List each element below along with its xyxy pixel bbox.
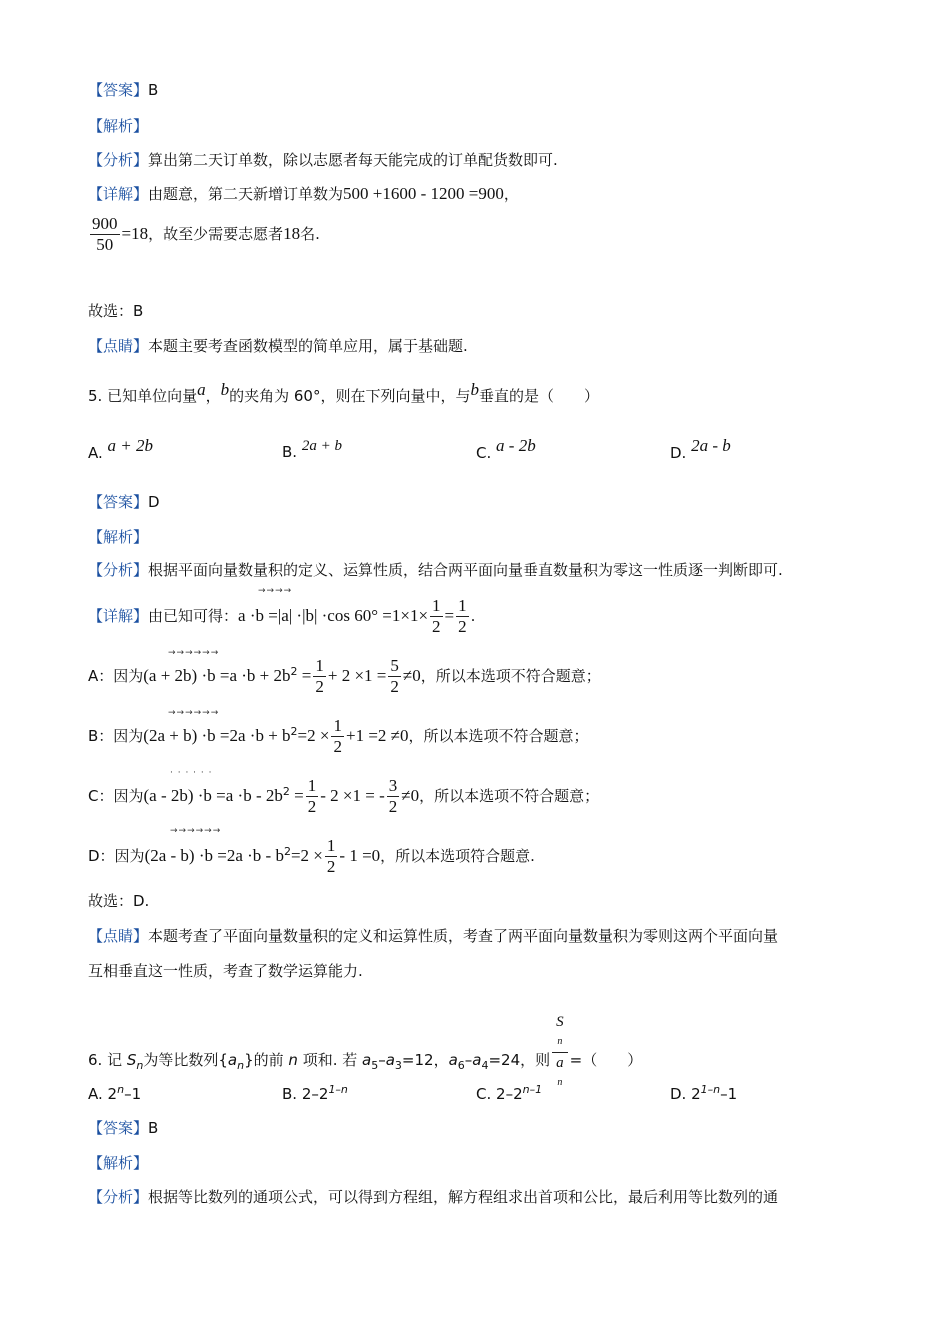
q5-option-a bbox=[88, 436, 154, 462]
stem-a: 5. 已知单位向量 bbox=[88, 387, 198, 405]
square: 2 bbox=[282, 785, 290, 798]
comment-line-1: 本题考查了平面向量数量积的定义和运算性质，考查了两平面向量数量积为零则这两个平面向量 bbox=[148, 927, 779, 945]
option-base: 2 bbox=[107, 1085, 118, 1103]
frac-num bbox=[552, 1012, 568, 1053]
case-expr: (a - 2b) ·b =a ·b - 2b bbox=[143, 786, 283, 805]
option-exp: n–1 bbox=[522, 1083, 543, 1096]
q6-option-b bbox=[282, 1083, 348, 1103]
var-a5: a bbox=[362, 1051, 372, 1069]
vector-arrows: →→→→ bbox=[258, 586, 293, 596]
q5-option-b bbox=[282, 436, 342, 461]
answer-value: B bbox=[148, 81, 159, 99]
option-expr: a + 2b bbox=[107, 436, 154, 455]
frac-den: 2 bbox=[326, 857, 336, 876]
var-b2: b bbox=[470, 380, 479, 399]
q5-case-c: C：因为$(a - 2b) \cdot b =a \cdot b - 2b^2$ = $\frac{1}{2}$ - 2 ×1 = - $\frac{3}{2}$ ≠0，所以本选项不符合题意； bbox=[88, 776, 600, 816]
half-den: 2 bbox=[458, 617, 467, 636]
vector-dots: · · · · · · bbox=[170, 768, 213, 778]
detail-expr: 500 +1600 - 1200 =900 bbox=[343, 184, 504, 203]
frac-den: 2 bbox=[390, 677, 399, 696]
option-expr: a - 2b bbox=[496, 436, 536, 455]
sub-5: 5 bbox=[371, 1059, 379, 1072]
option-letter: D. bbox=[670, 1085, 687, 1103]
q4-fraction-line bbox=[88, 214, 320, 255]
sub-n: n bbox=[136, 1059, 144, 1072]
sub-4: 4 bbox=[481, 1059, 489, 1072]
var-a: a bbox=[227, 1051, 238, 1069]
fenxi-text: 算出第二天订单数，除以志愿者每天能完成的订单配货数即可. bbox=[148, 151, 558, 169]
case-tail: ≠0 bbox=[401, 786, 420, 805]
case-fraction-2 bbox=[388, 656, 401, 697]
case-fraction bbox=[331, 716, 344, 757]
fenxi-tag: 【分析】 bbox=[88, 151, 149, 169]
detail-tag: 【详解】 bbox=[88, 607, 149, 625]
frac-num: 900 bbox=[92, 214, 118, 233]
detail-tag: 【详解】 bbox=[88, 185, 149, 203]
q5-comment-line-2: 互相垂直这一性质，考查了数学运算能力. bbox=[88, 962, 363, 980]
q4-choose: 故选：B bbox=[88, 302, 144, 320]
q5-choose: 故选：D. bbox=[88, 892, 150, 910]
case-expr-2: =2 × bbox=[290, 846, 323, 865]
answer-value: D bbox=[148, 493, 160, 511]
q5-stem bbox=[88, 380, 599, 406]
option-letter: B. bbox=[282, 1085, 298, 1103]
var-a6: a bbox=[448, 1051, 458, 1069]
option-base: 2–2 bbox=[496, 1085, 523, 1103]
var-s: S bbox=[126, 1051, 137, 1069]
frac-den: 2 bbox=[307, 797, 317, 816]
sub-3: 3 bbox=[394, 1059, 402, 1072]
stem-d: 项和. 若 bbox=[297, 1051, 363, 1069]
case-fraction bbox=[325, 836, 338, 877]
sub-n: n bbox=[557, 1036, 563, 1047]
option-base: 2–2 bbox=[301, 1085, 329, 1103]
fenxi-text: 根据平面向量数量积的定义、运算性质，结合两平面向量垂直数量积为零这一性质逐一判断即可. bbox=[148, 561, 783, 579]
var-a: a bbox=[556, 1055, 564, 1071]
sub-6: 6 bbox=[457, 1059, 465, 1072]
option-expr: 2a - b bbox=[691, 436, 731, 455]
stem-b: 为等比数列{ bbox=[143, 1051, 228, 1069]
q4-analysis-tag: 【解析】 bbox=[88, 117, 149, 135]
q6-stem bbox=[88, 1014, 643, 1101]
minus: – bbox=[378, 1051, 386, 1069]
half-num: 1 bbox=[432, 596, 441, 615]
minus: – bbox=[464, 1051, 473, 1069]
vector-arrows: →→→→→→ bbox=[168, 708, 220, 718]
var-a4: a bbox=[472, 1051, 482, 1069]
case-expr-2: - 2 ×1 = - bbox=[320, 786, 385, 805]
option-letter: A. bbox=[88, 444, 103, 462]
option-letter: B. bbox=[282, 443, 298, 461]
eq12: =12， bbox=[401, 1051, 449, 1069]
square: 2 bbox=[290, 665, 298, 678]
half-fraction-2 bbox=[456, 596, 469, 637]
case-conclusion: ，所以本选项不符合题意； bbox=[419, 787, 600, 805]
frac-num: 1 bbox=[333, 716, 342, 735]
case-expr-3: - 1 =0 bbox=[339, 846, 381, 865]
detail-text: 由已知可得： bbox=[148, 607, 239, 625]
answer-tag: 【答案】 bbox=[88, 1119, 149, 1137]
option-letter: C. bbox=[476, 1085, 492, 1103]
q5-comment bbox=[88, 926, 778, 946]
frac-num: 1 bbox=[307, 776, 317, 795]
detail-expr: a ·b =|a| ·|b| ·cos 60° =1×1× bbox=[238, 606, 429, 625]
sn-over-an bbox=[552, 1012, 568, 1093]
q5-answer bbox=[88, 492, 160, 512]
end-dot: . bbox=[470, 607, 476, 625]
answer-tag: 【答案】 bbox=[88, 493, 149, 511]
fenxi-tag: 【分析】 bbox=[88, 1188, 149, 1206]
vector-arrows: →→→→→→ bbox=[168, 648, 220, 658]
q4-fraction bbox=[90, 214, 120, 255]
fenxi-tag: 【分析】 bbox=[88, 561, 149, 579]
option-exp: 1–n bbox=[328, 1083, 348, 1096]
vector-arrows: →→→→→→ bbox=[170, 826, 222, 836]
q5-detail bbox=[88, 596, 475, 637]
q5-case-d bbox=[88, 836, 535, 877]
frac-eq: =（ ） bbox=[569, 1051, 643, 1069]
q6-fenxi bbox=[88, 1187, 778, 1207]
square: 2 bbox=[290, 725, 298, 738]
frac-den: 2 bbox=[388, 797, 398, 816]
case-expr: (2a + b) ·b =2a ·b + b bbox=[143, 726, 291, 745]
q6-analysis-tag: 【解析】 bbox=[88, 1154, 149, 1172]
frac-num: 5 bbox=[390, 656, 399, 675]
conclusion-n: 18 bbox=[283, 224, 301, 243]
case-fraction-2 bbox=[387, 776, 400, 817]
detail-comma: ， bbox=[503, 185, 519, 203]
half-fraction bbox=[430, 596, 443, 637]
var-n: n bbox=[288, 1051, 298, 1069]
sub-n: n bbox=[237, 1059, 245, 1072]
case-expr-2: =2 × bbox=[297, 726, 330, 745]
answer-tag: 【答案】 bbox=[88, 81, 149, 99]
frac-den: 50 bbox=[96, 235, 114, 254]
case-label: C：因为 bbox=[88, 787, 144, 805]
case-expr-3: +1 =2 ≠0 bbox=[345, 726, 409, 745]
option-expr: 2a + b bbox=[301, 438, 342, 454]
case-label: D：因为 bbox=[88, 847, 145, 865]
case-fraction bbox=[306, 776, 319, 817]
half-den: 2 bbox=[432, 617, 441, 636]
q6-option-c bbox=[476, 1083, 542, 1103]
q5-case-b bbox=[88, 716, 589, 757]
conclusion-b: 名. bbox=[300, 225, 320, 243]
var-a3: a bbox=[385, 1051, 395, 1069]
var-a: a bbox=[197, 380, 206, 399]
case-expr: (a + 2b) ·b =a ·b + 2b bbox=[143, 666, 291, 685]
frac-num: 1 bbox=[315, 656, 324, 675]
case-fraction bbox=[313, 656, 326, 697]
q5-option-c bbox=[476, 436, 536, 462]
option-base: 2 bbox=[691, 1085, 701, 1103]
var-b: b bbox=[220, 380, 230, 399]
q5-fenxi bbox=[88, 560, 783, 580]
stem-a: 6. 记 bbox=[88, 1051, 127, 1069]
q5-analysis-tag: 【解析】 bbox=[88, 528, 149, 546]
stem-c: 垂直的是（ ） bbox=[478, 387, 599, 405]
case-conclusion: ，所以本选项不符合题意； bbox=[408, 727, 589, 745]
half-num: 1 bbox=[458, 596, 467, 615]
q4-comment bbox=[88, 336, 468, 356]
frac-num: 1 bbox=[326, 836, 336, 855]
answer-value: B bbox=[148, 1119, 159, 1137]
q4-detail bbox=[88, 184, 519, 204]
q4-fenxi bbox=[88, 150, 558, 170]
option-letter: D. bbox=[670, 444, 687, 462]
case-tail: ≠0 bbox=[402, 666, 421, 685]
q6-option-d bbox=[670, 1083, 737, 1103]
stem-c: }的前 bbox=[244, 1051, 289, 1069]
frac-den bbox=[552, 1053, 568, 1093]
option-exp: n bbox=[117, 1083, 125, 1096]
frac-den: 2 bbox=[333, 737, 342, 756]
square: 2 bbox=[283, 845, 291, 858]
q4-answer bbox=[88, 80, 158, 100]
detail-text: 由题意，第二天新增订单数为 bbox=[148, 185, 344, 203]
comment-tag: 【点睛】 bbox=[88, 927, 149, 945]
eq24: =24，则 bbox=[488, 1051, 551, 1069]
sub-n: n bbox=[557, 1077, 563, 1088]
conclusion-a: ，故至少需要志愿者 bbox=[148, 225, 284, 243]
var-s: S bbox=[556, 1014, 564, 1030]
stem-b: 的夹角为 60°，则在下列向量中，与 bbox=[229, 387, 471, 405]
q5-option-d bbox=[670, 436, 731, 462]
case-conclusion: ，所以本选项符合题意. bbox=[380, 847, 535, 865]
option-tail: –1 bbox=[720, 1085, 738, 1103]
frac-den: 2 bbox=[315, 677, 324, 696]
q5-case-a: A：因为$(a + 2b) \cdot b =a \cdot b + 2b^2$ = $\frac{1}{2}$ + 2 ×1 = $\frac{5}{2}$ ≠0，所以本选项不符合题意； bbox=[88, 656, 601, 696]
case-label: B：因为 bbox=[88, 727, 144, 745]
option-exp: 1–n bbox=[700, 1083, 721, 1096]
q6-option-a bbox=[88, 1083, 141, 1103]
eq-sign: = bbox=[444, 606, 455, 625]
option-tail: –1 bbox=[124, 1085, 142, 1103]
fenxi-text: 根据等比数列的通项公式，可以得到方程组，解方程组求出首项和公比，最后利用等比数列的通 bbox=[148, 1188, 779, 1206]
sep: ， bbox=[205, 387, 221, 405]
comment-text: 本题主要考查函数模型的简单应用，属于基础题. bbox=[148, 337, 468, 355]
case-conclusion: ，所以本选项不符合题意； bbox=[420, 667, 601, 685]
frac-num: 3 bbox=[388, 776, 398, 795]
option-letter: C. bbox=[476, 444, 492, 462]
frac-result: =18 bbox=[121, 224, 149, 243]
case-expr: (2a - b) ·b =2a ·b - b bbox=[144, 846, 284, 865]
option-letter: A. bbox=[88, 1085, 103, 1103]
comment-tag: 【点睛】 bbox=[88, 337, 149, 355]
q6-answer bbox=[88, 1118, 158, 1138]
case-expr-2: + 2 ×1 = bbox=[327, 666, 387, 685]
case-label: A：因为 bbox=[88, 667, 144, 685]
